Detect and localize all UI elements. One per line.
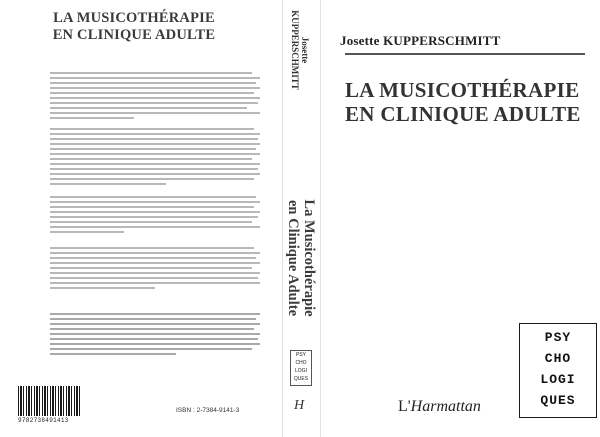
- front-author: Josette KUPPERSCHMITT: [340, 33, 501, 48]
- series-box-line: PSY: [544, 330, 572, 345]
- summary-paragraph-1: [50, 72, 260, 122]
- front-title: [345, 78, 581, 126]
- spine-title-line-2: en Clinique Adulte: [285, 199, 301, 317]
- summary-paragraph-3: [50, 196, 260, 236]
- back-title-line-1: LA MUSICOTHÉRAPIE: [53, 10, 215, 26]
- spine-title-line-1: La Musicothérapie: [301, 199, 317, 317]
- series-box-line: QUES: [540, 393, 576, 408]
- publisher-name: Harmattan: [410, 398, 481, 415]
- spine-author: [290, 10, 310, 90]
- spine-author-first: Josette: [300, 36, 310, 64]
- spine-author-last: KUPPERSCHMITT: [290, 10, 300, 90]
- back-cover: [0, 0, 282, 437]
- barcode-number: 9782738491413: [18, 417, 69, 424]
- barcode-bars: [18, 386, 80, 416]
- publisher-initial: L': [398, 398, 411, 415]
- spine-series-line: CHO: [295, 360, 307, 366]
- spine-series-line: QUES: [293, 376, 309, 382]
- summary-paragraph-4: [50, 247, 260, 292]
- back-cover-title: [34, 10, 234, 44]
- spine-title: [285, 199, 317, 316]
- publisher-logo: [398, 398, 481, 416]
- spine-series-logo: [290, 350, 312, 386]
- spine-series-line: PSY: [295, 352, 306, 358]
- psychologiques-series-box: [519, 323, 597, 418]
- barcode: [18, 386, 80, 426]
- isbn-text: ISBN : 2-7384-9141-3: [176, 407, 240, 414]
- series-box-line: LOGI: [540, 372, 576, 387]
- series-box-line: CHO: [544, 351, 572, 366]
- back-title-line-2: EN CLINIQUE ADULTE: [52, 27, 216, 43]
- front-title-line-2: EN CLINIQUE ADULTE: [345, 102, 581, 126]
- spine-publisher-logo: H: [294, 398, 305, 413]
- author-biography: [50, 313, 260, 358]
- front-divider: [345, 53, 585, 55]
- summary-paragraph-2: [50, 128, 260, 188]
- front-title-line-1: LA MUSICOTHÉRAPIE: [345, 78, 580, 102]
- spine-series-line: LOGI: [295, 368, 307, 374]
